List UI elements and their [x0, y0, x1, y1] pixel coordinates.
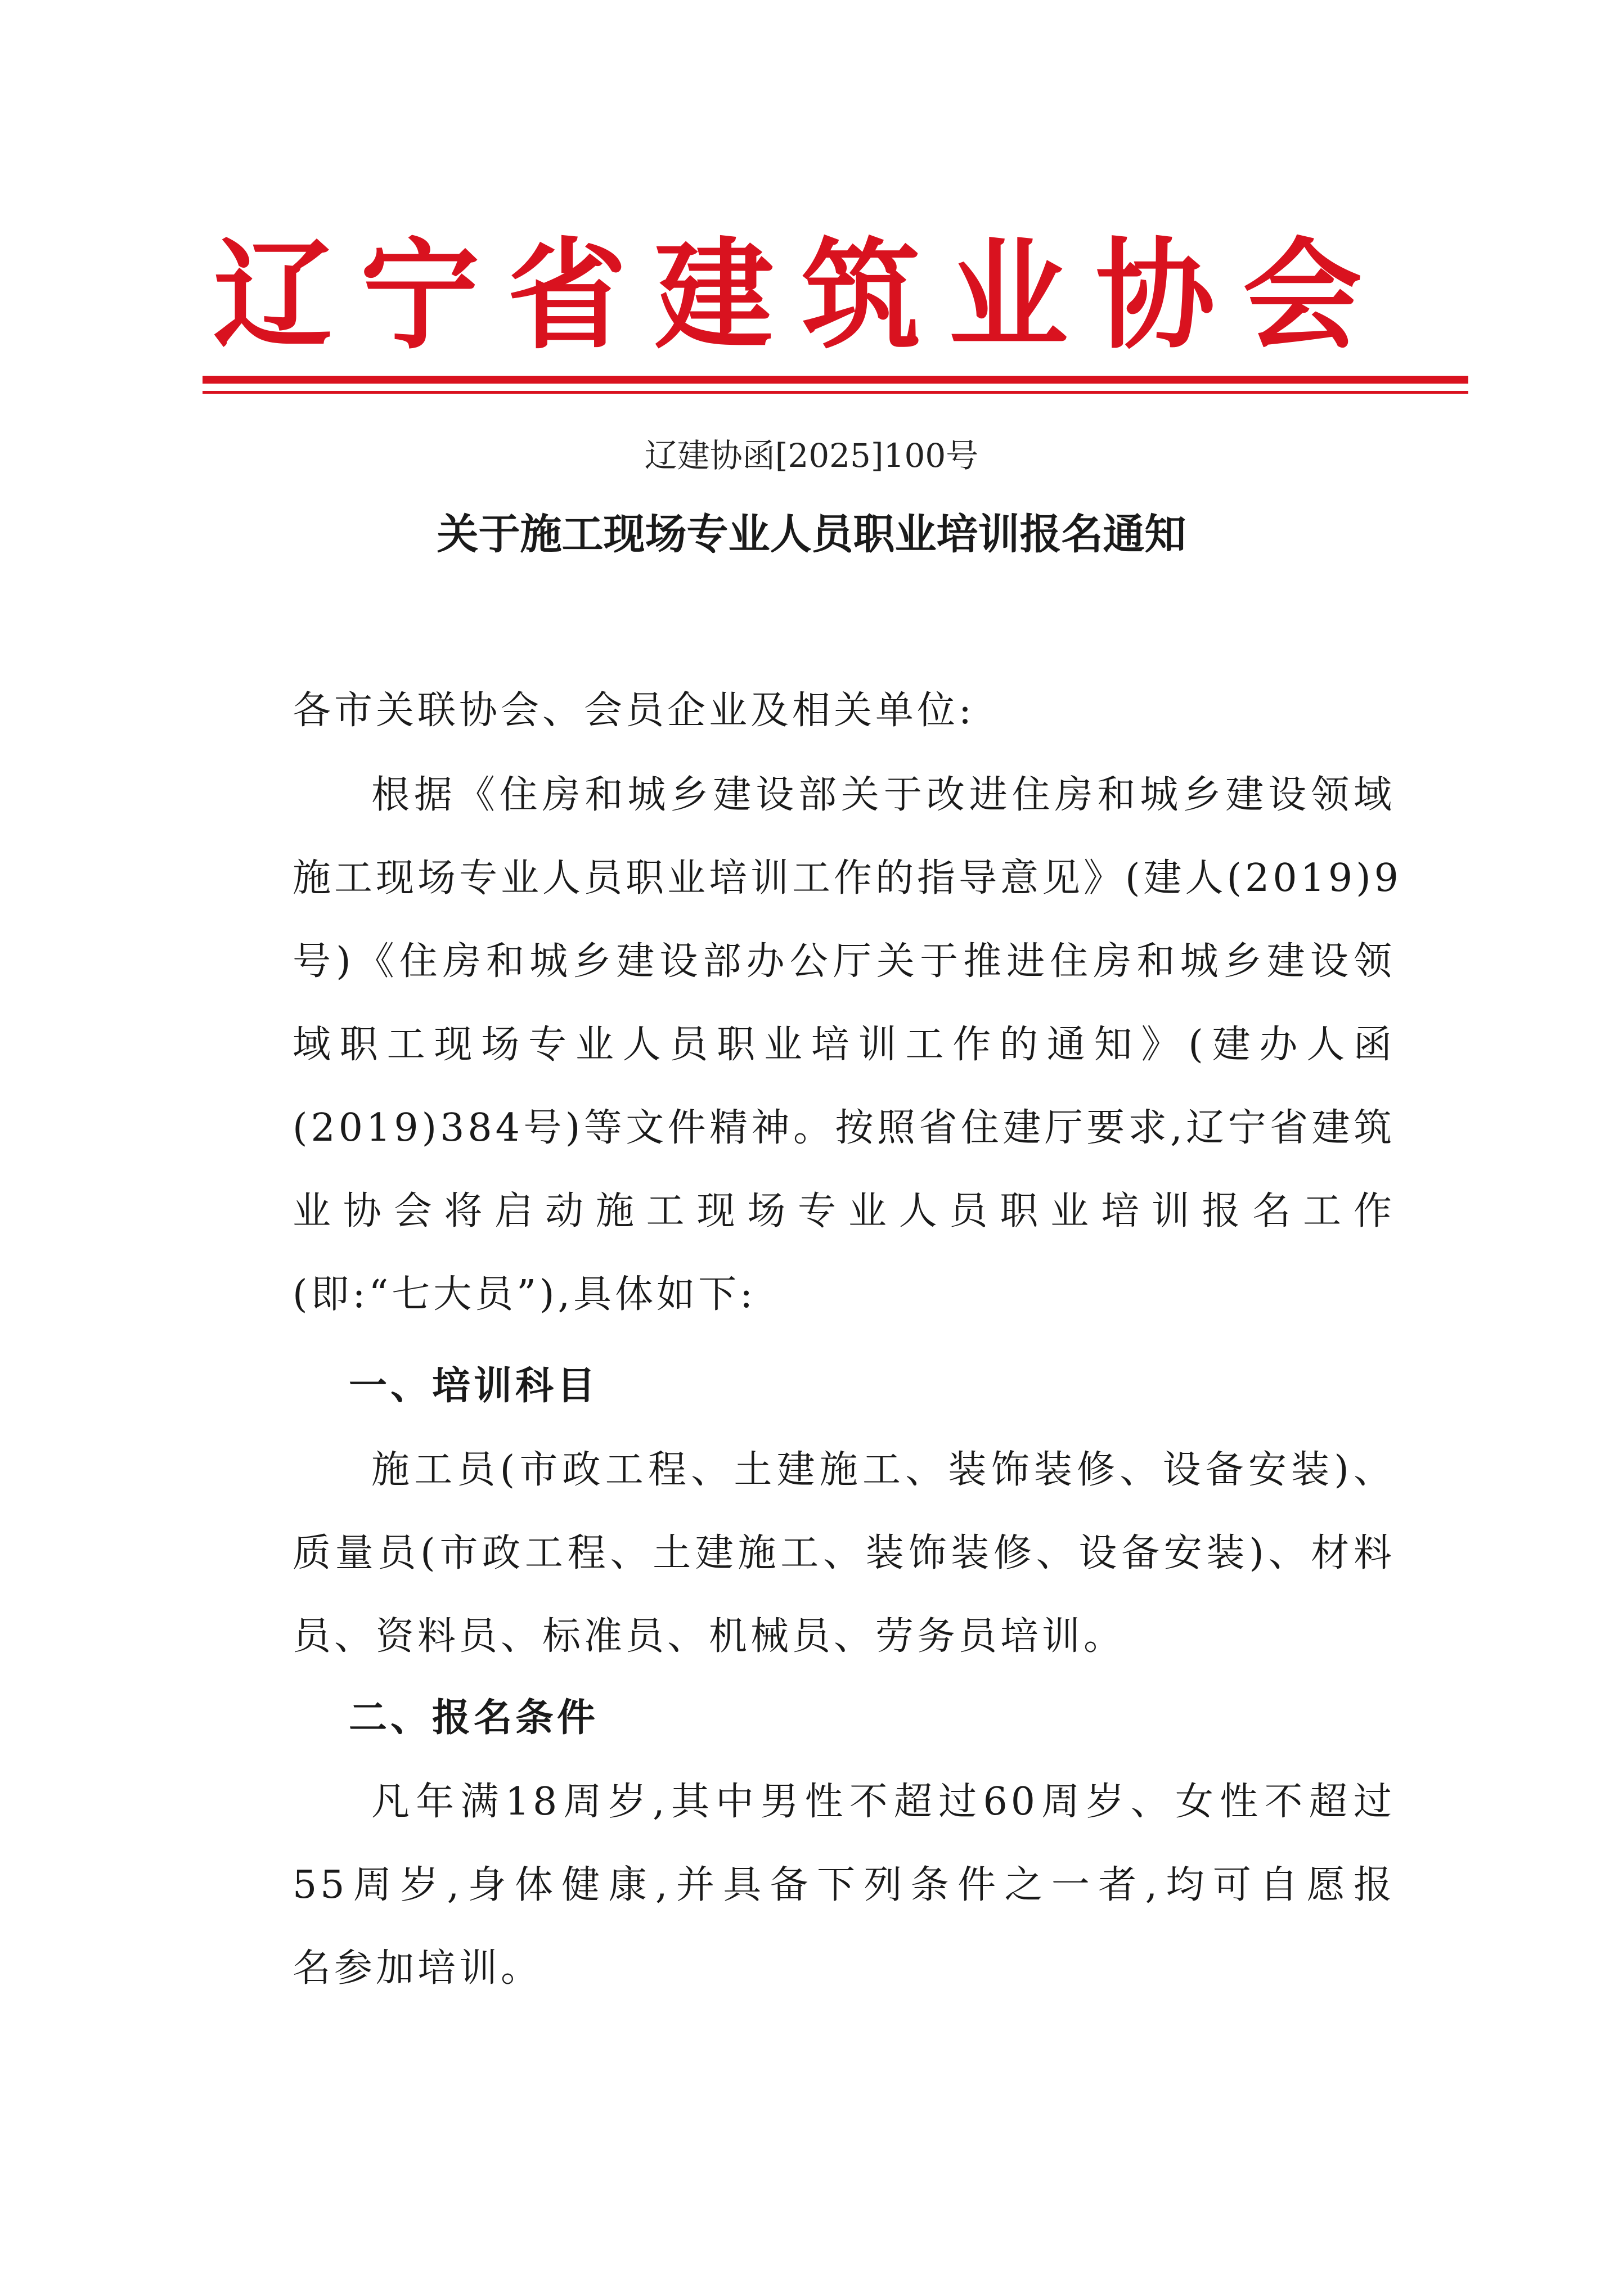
letterhead-char: 省: [507, 225, 627, 365]
paragraph-line: (2019)384号)等文件精神。按照省住建厅要求,辽宁省建筑: [293, 1106, 1395, 1150]
letterhead-divider-thick: [203, 376, 1468, 384]
section-heading-registration-conditions: [293, 1676, 1395, 1759]
letterhead-char: 宁: [360, 225, 480, 365]
paragraph-basis: [293, 754, 1402, 1336]
section-heading-text: 一、培训科目: [349, 1363, 599, 1408]
paragraph-line: 凡年满18周岁,其中男性不超过60周岁、女性不超过: [371, 1780, 1395, 1824]
letterhead-char: 筑: [801, 225, 921, 365]
section-heading-training-subjects: [293, 1344, 1395, 1428]
salutation-text: 各市关联协会、会员企业及相关单位:: [293, 688, 975, 733]
letterhead-char: 建: [654, 225, 774, 365]
paragraph-line: 业协会将启动施工现场专业人员职业培训报名工作: [293, 1189, 1395, 1233]
paragraph-line: 员、资料员、标准员、机械员、劳务员培训。: [293, 1614, 1126, 1659]
paragraph-line: 施工现场专业人员职业培训工作的指导意见》(建人(2019)9: [293, 856, 1402, 901]
salutation: [293, 669, 1395, 753]
paragraph-line: 名参加培训。: [293, 1946, 543, 1991]
paragraph-line: 域职工现场专业人员职业培训工作的通知》(建办人函: [293, 1023, 1395, 1067]
letterhead-char: 会: [1242, 225, 1362, 365]
paragraph-line: 号)《住房和城乡建设部办公厅关于推进住房和城乡建设领: [293, 939, 1395, 984]
paragraph-training-subjects: [293, 1429, 1395, 1678]
document-title: 关于施工现场专业人员职业培训报名通知: [437, 510, 1186, 559]
document-number: 辽建协函[2025]100号: [644, 436, 979, 475]
letterhead-char: 辽: [213, 225, 332, 365]
org-letterhead-title: [203, 222, 1373, 368]
paragraph-registration-conditions: [293, 1761, 1395, 2010]
letterhead-char: 业: [948, 225, 1068, 365]
paragraph-line: 质量员(市政工程、土建施工、装饰装修、设备安装)、材料: [293, 1531, 1395, 1575]
letterhead-divider-thin: [203, 391, 1468, 394]
letterhead-char: 协: [1095, 225, 1215, 365]
paragraph-line: 55周岁,身体健康,并具备下列条件之一者,均可自愿报: [293, 1863, 1395, 1907]
section-heading-text: 二、报名条件: [349, 1695, 599, 1740]
paragraph-line: 根据《住房和城乡建设部关于改进住房和城乡建设领域: [371, 773, 1395, 817]
paragraph-line: 施工员(市政工程、土建施工、装饰装修、设备安装)、: [371, 1448, 1395, 1492]
paragraph-line: (即:“七大员”),具体如下:: [293, 1272, 757, 1317]
